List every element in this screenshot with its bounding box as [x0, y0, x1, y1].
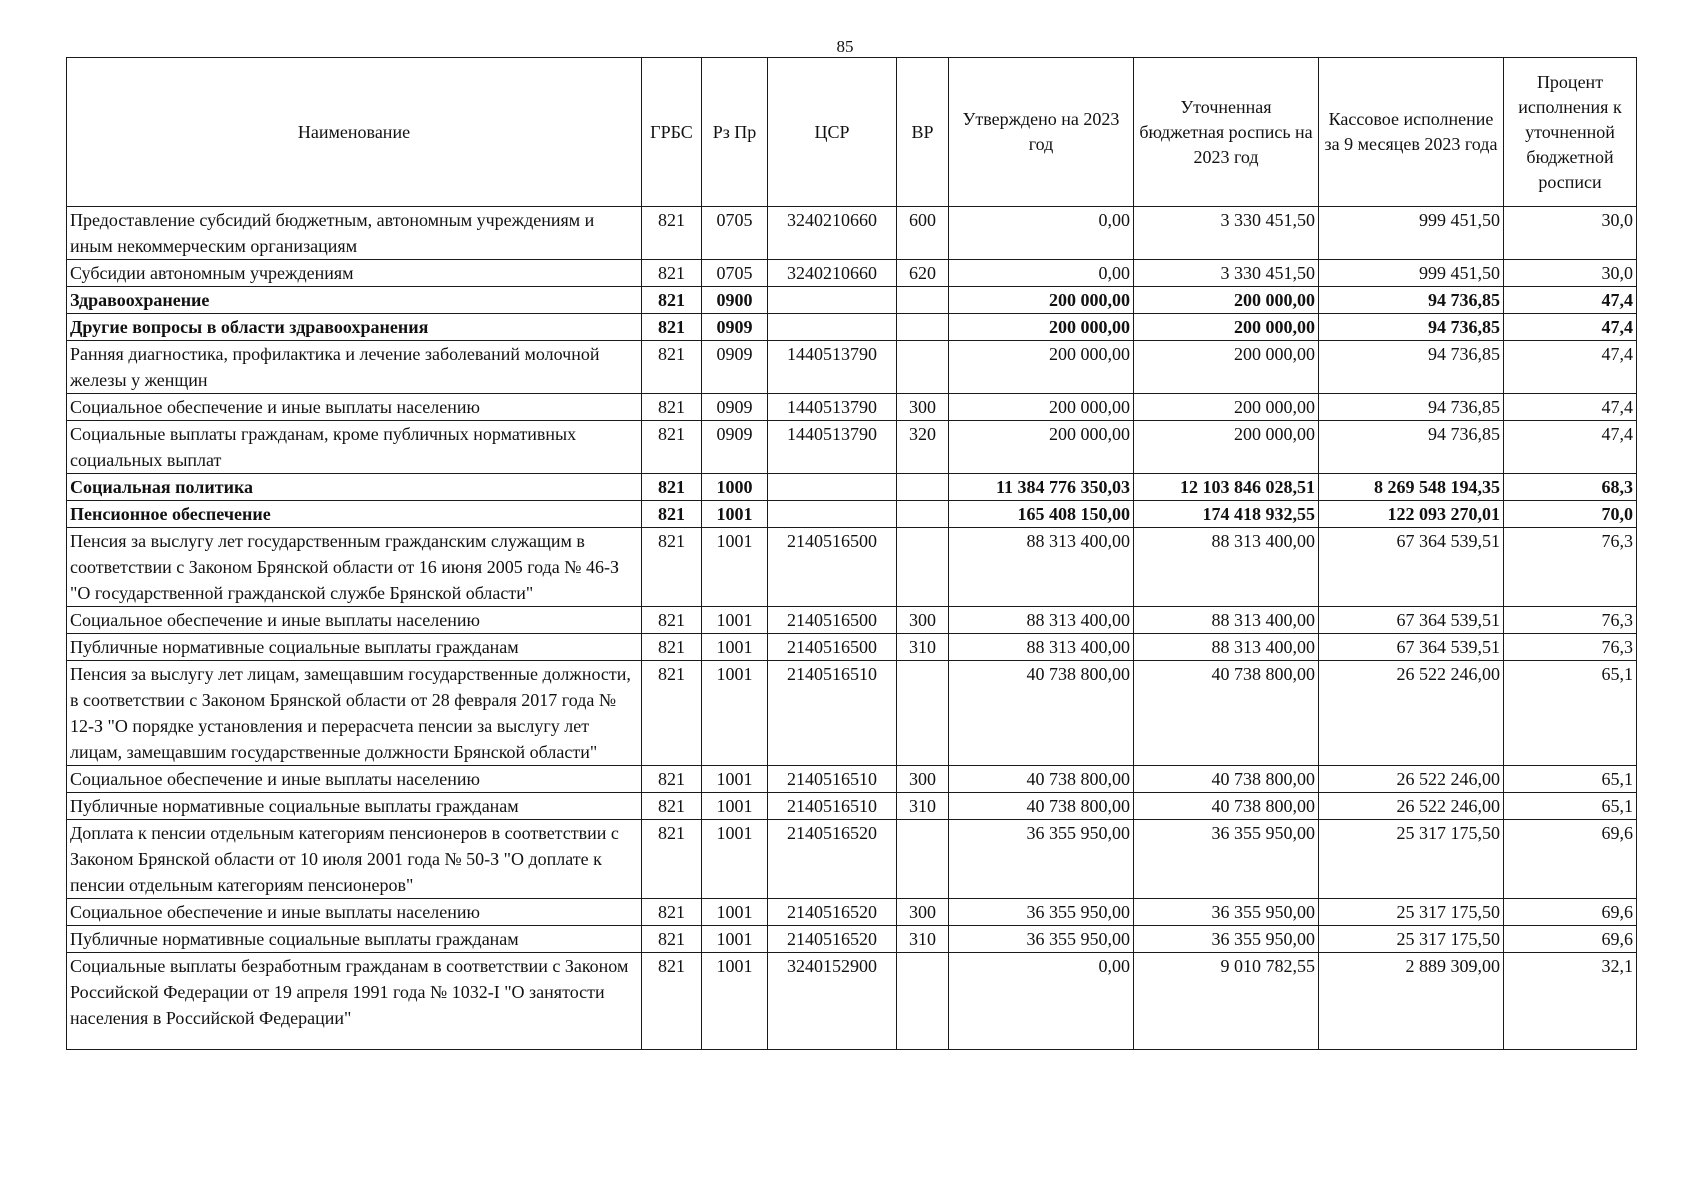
cell-specified: 88 313 400,00: [1134, 634, 1319, 661]
table-row: [67, 661, 1637, 766]
cell-grbs: 821: [642, 820, 702, 899]
cell-vr: [897, 953, 949, 1050]
cell-vr: [897, 528, 949, 607]
cell-approved: 200 000,00: [949, 421, 1134, 474]
cell-name: Социальное обеспечение и иные выплаты населению: [67, 766, 642, 793]
cell-percent: 47,4: [1504, 314, 1637, 341]
cell-csr: [768, 474, 897, 501]
cell-approved: 40 738 800,00: [949, 766, 1134, 793]
cell-csr: 3240152900: [768, 953, 897, 1050]
cell-csr: 2140516510: [768, 766, 897, 793]
cell-grbs: 821: [642, 766, 702, 793]
cell-percent: 32,1: [1504, 953, 1637, 1050]
table-row: [67, 926, 1637, 953]
cell-grbs: 821: [642, 528, 702, 607]
cell-csr: [768, 501, 897, 528]
cell-specified: 36 355 950,00: [1134, 899, 1319, 926]
cell-grbs: 821: [642, 926, 702, 953]
cell-csr: [768, 287, 897, 314]
cell-name: Другие вопросы в области здравоохранения: [67, 314, 642, 341]
cell-vr: 300: [897, 607, 949, 634]
header-rz-pr: Рз Пр: [702, 58, 768, 207]
table-row: [67, 207, 1637, 260]
cell-csr: 2140516520: [768, 899, 897, 926]
cell-approved: 0,00: [949, 207, 1134, 260]
cell-cash: 999 451,50: [1319, 207, 1504, 260]
cell-specified: 88 313 400,00: [1134, 528, 1319, 607]
cell-specified: 174 418 932,55: [1134, 501, 1319, 528]
cell-cash: 94 736,85: [1319, 394, 1504, 421]
cell-name: Предоставление субсидий бюджетным, автономным учреждениям и иным некоммерческим организациям: [67, 207, 642, 260]
table-row: [67, 314, 1637, 341]
header-specified: Уточненная бюджетная роспись на 2023 год: [1134, 58, 1319, 207]
cell-csr: 2140516510: [768, 793, 897, 820]
cell-percent: 65,1: [1504, 661, 1637, 766]
cell-name: Социальное обеспечение и иные выплаты населению: [67, 394, 642, 421]
cell-cash: 25 317 175,50: [1319, 926, 1504, 953]
cell-csr: 1440513790: [768, 341, 897, 394]
cell-specified: 200 000,00: [1134, 341, 1319, 394]
cell-rz-pr: 0909: [702, 421, 768, 474]
cell-cash: 94 736,85: [1319, 314, 1504, 341]
cell-cash: 94 736,85: [1319, 421, 1504, 474]
cell-approved: 40 738 800,00: [949, 793, 1134, 820]
cell-cash: 94 736,85: [1319, 341, 1504, 394]
table-row: [67, 341, 1637, 394]
cell-approved: 165 408 150,00: [949, 501, 1134, 528]
cell-rz-pr: 1001: [702, 607, 768, 634]
cell-rz-pr: 0900: [702, 287, 768, 314]
cell-vr: 300: [897, 394, 949, 421]
cell-percent: 70,0: [1504, 501, 1637, 528]
cell-approved: 88 313 400,00: [949, 528, 1134, 607]
cell-rz-pr: 0705: [702, 260, 768, 287]
cell-percent: 47,4: [1504, 421, 1637, 474]
cell-name: Субсидии автономным учреждениям: [67, 260, 642, 287]
header-grbs: ГРБС: [642, 58, 702, 207]
cell-percent: 76,3: [1504, 634, 1637, 661]
cell-name: Публичные нормативные социальные выплаты гражданам: [67, 634, 642, 661]
cell-cash: 25 317 175,50: [1319, 899, 1504, 926]
cell-percent: 65,1: [1504, 766, 1637, 793]
cell-cash: 26 522 246,00: [1319, 661, 1504, 766]
header-percent: Процент исполнения к уточненной бюджетной росписи: [1504, 58, 1637, 207]
cell-specified: 36 355 950,00: [1134, 926, 1319, 953]
cell-specified: 200 000,00: [1134, 287, 1319, 314]
cell-approved: 11 384 776 350,03: [949, 474, 1134, 501]
cell-grbs: 821: [642, 287, 702, 314]
table-body: [67, 207, 1637, 1050]
cell-name: Пенсия за выслугу лет государственным гражданским служащим в соответствии с Законом Брянской области от 16 июня 2005 года № 46-З "О государственной гражданской службе Брянской области": [67, 528, 642, 607]
cell-csr: 3240210660: [768, 260, 897, 287]
cell-rz-pr: 0909: [702, 341, 768, 394]
cell-rz-pr: 1001: [702, 766, 768, 793]
cell-rz-pr: 1001: [702, 528, 768, 607]
cell-rz-pr: 0909: [702, 314, 768, 341]
cell-vr: [897, 661, 949, 766]
cell-name: Социальная политика: [67, 474, 642, 501]
cell-rz-pr: 1001: [702, 899, 768, 926]
cell-vr: 600: [897, 207, 949, 260]
cell-percent: 69,6: [1504, 899, 1637, 926]
cell-vr: [897, 501, 949, 528]
cell-specified: 200 000,00: [1134, 314, 1319, 341]
cell-cash: 122 093 270,01: [1319, 501, 1504, 528]
cell-name: Пенсия за выслугу лет лицам, замещавшим государственные должности, в соответствии с Законом Брянской области от 28 февраля 2017 года № 12-З "О порядке установления и перерасчета пенсии за выслугу лет лицам, замещавшим государственные должности Брянской области": [67, 661, 642, 766]
cell-name: Социальное обеспечение и иные выплаты населению: [67, 607, 642, 634]
table-row: [67, 287, 1637, 314]
cell-percent: 30,0: [1504, 207, 1637, 260]
table-row: [67, 793, 1637, 820]
cell-cash: 67 364 539,51: [1319, 528, 1504, 607]
cell-vr: 310: [897, 793, 949, 820]
cell-approved: 200 000,00: [949, 287, 1134, 314]
cell-grbs: 821: [642, 899, 702, 926]
cell-specified: 3 330 451,50: [1134, 260, 1319, 287]
cell-csr: 2140516520: [768, 820, 897, 899]
cell-cash: 94 736,85: [1319, 287, 1504, 314]
cell-name: Публичные нормативные социальные выплаты гражданам: [67, 926, 642, 953]
cell-vr: 310: [897, 926, 949, 953]
cell-cash: 2 889 309,00: [1319, 953, 1504, 1050]
page-number: 85: [836, 37, 854, 56]
cell-approved: 0,00: [949, 953, 1134, 1050]
cell-approved: 36 355 950,00: [949, 926, 1134, 953]
cell-specified: 40 738 800,00: [1134, 793, 1319, 820]
cell-grbs: 821: [642, 314, 702, 341]
cell-vr: 300: [897, 899, 949, 926]
header-csr: ЦСР: [768, 58, 897, 207]
table-row: [67, 474, 1637, 501]
cell-grbs: 821: [642, 207, 702, 260]
cell-csr: 3240210660: [768, 207, 897, 260]
cell-approved: 200 000,00: [949, 394, 1134, 421]
cell-rz-pr: 1001: [702, 926, 768, 953]
table-row: [67, 766, 1637, 793]
cell-vr: [897, 820, 949, 899]
cell-name: Социальные выплаты безработным гражданам в соответствии с Законом Российской Федерации от 19 апреля 1991 года № 1032-I "О занятости населения в Российской Федерации": [67, 953, 642, 1050]
cell-specified: 88 313 400,00: [1134, 607, 1319, 634]
table-row: [67, 528, 1637, 607]
cell-name: Пенсионное обеспечение: [67, 501, 642, 528]
cell-percent: 69,6: [1504, 926, 1637, 953]
table-row: [67, 634, 1637, 661]
cell-percent: 30,0: [1504, 260, 1637, 287]
cell-rz-pr: 1001: [702, 820, 768, 899]
table-row: [67, 899, 1637, 926]
cell-csr: 2140516520: [768, 926, 897, 953]
cell-approved: 36 355 950,00: [949, 820, 1134, 899]
cell-grbs: 821: [642, 793, 702, 820]
cell-name: Публичные нормативные социальные выплаты гражданам: [67, 793, 642, 820]
cell-cash: 8 269 548 194,35: [1319, 474, 1504, 501]
cell-grbs: 821: [642, 607, 702, 634]
cell-vr: [897, 287, 949, 314]
header-vr: ВР: [897, 58, 949, 207]
cell-specified: 9 010 782,55: [1134, 953, 1319, 1050]
cell-grbs: 821: [642, 474, 702, 501]
cell-cash: 26 522 246,00: [1319, 793, 1504, 820]
cell-grbs: 821: [642, 341, 702, 394]
cell-percent: 76,3: [1504, 607, 1637, 634]
cell-vr: 300: [897, 766, 949, 793]
header-name: Наименование: [67, 58, 642, 207]
cell-name: Здравоохранение: [67, 287, 642, 314]
cell-rz-pr: 1001: [702, 661, 768, 766]
cell-percent: 47,4: [1504, 341, 1637, 394]
cell-name: Ранняя диагностика, профилактика и лечение заболеваний молочной железы у женщин: [67, 341, 642, 394]
cell-vr: [897, 314, 949, 341]
header-cash: Кассовое исполнение за 9 месяцев 2023 года: [1319, 58, 1504, 207]
table-row: [67, 607, 1637, 634]
cell-specified: 3 330 451,50: [1134, 207, 1319, 260]
table-row: [67, 953, 1637, 1050]
cell-vr: 310: [897, 634, 949, 661]
cell-grbs: 821: [642, 421, 702, 474]
cell-grbs: 821: [642, 394, 702, 421]
cell-specified: 40 738 800,00: [1134, 766, 1319, 793]
budget-execution-table: [66, 57, 1637, 1050]
cell-percent: 69,6: [1504, 820, 1637, 899]
cell-name: Социальные выплаты гражданам, кроме публичных нормативных социальных выплат: [67, 421, 642, 474]
cell-rz-pr: 1001: [702, 634, 768, 661]
cell-approved: 200 000,00: [949, 314, 1134, 341]
cell-specified: 36 355 950,00: [1134, 820, 1319, 899]
cell-grbs: 821: [642, 953, 702, 1050]
table-header-row: [67, 58, 1637, 207]
cell-rz-pr: 1000: [702, 474, 768, 501]
cell-cash: 67 364 539,51: [1319, 607, 1504, 634]
cell-name: Социальное обеспечение и иные выплаты населению: [67, 899, 642, 926]
cell-csr: 2140516500: [768, 607, 897, 634]
cell-grbs: 821: [642, 634, 702, 661]
table-row: [67, 501, 1637, 528]
cell-cash: 67 364 539,51: [1319, 634, 1504, 661]
cell-specified: 12 103 846 028,51: [1134, 474, 1319, 501]
cell-vr: 620: [897, 260, 949, 287]
cell-percent: 65,1: [1504, 793, 1637, 820]
cell-csr: 2140516510: [768, 661, 897, 766]
cell-approved: 40 738 800,00: [949, 661, 1134, 766]
cell-name: Доплата к пенсии отдельным категориям пенсионеров в соответствии с Законом Брянской области от 10 июля 2001 года № 50-З "О доплате к пенсии отдельным категориям пенсионеров": [67, 820, 642, 899]
cell-approved: 88 313 400,00: [949, 607, 1134, 634]
cell-cash: 26 522 246,00: [1319, 766, 1504, 793]
cell-csr: 1440513790: [768, 394, 897, 421]
cell-vr: [897, 474, 949, 501]
cell-percent: 47,4: [1504, 394, 1637, 421]
table-row: [67, 421, 1637, 474]
table-row: [67, 394, 1637, 421]
table-row: [67, 260, 1637, 287]
cell-csr: 1440513790: [768, 421, 897, 474]
cell-rz-pr: 0705: [702, 207, 768, 260]
cell-percent: 47,4: [1504, 287, 1637, 314]
header-approved: Утверждено на 2023 год: [949, 58, 1134, 207]
cell-cash: 25 317 175,50: [1319, 820, 1504, 899]
cell-csr: 2140516500: [768, 634, 897, 661]
cell-approved: 0,00: [949, 260, 1134, 287]
cell-percent: 76,3: [1504, 528, 1637, 607]
cell-rz-pr: 0909: [702, 394, 768, 421]
table-row: [67, 820, 1637, 899]
cell-csr: 2140516500: [768, 528, 897, 607]
cell-vr: 320: [897, 421, 949, 474]
cell-csr: [768, 314, 897, 341]
cell-grbs: 821: [642, 501, 702, 528]
cell-grbs: 821: [642, 260, 702, 287]
cell-grbs: 821: [642, 661, 702, 766]
cell-specified: 200 000,00: [1134, 421, 1319, 474]
cell-vr: [897, 341, 949, 394]
cell-rz-pr: 1001: [702, 501, 768, 528]
cell-rz-pr: 1001: [702, 953, 768, 1050]
cell-approved: 88 313 400,00: [949, 634, 1134, 661]
cell-rz-pr: 1001: [702, 793, 768, 820]
cell-specified: 40 738 800,00: [1134, 661, 1319, 766]
cell-approved: 200 000,00: [949, 341, 1134, 394]
cell-cash: 999 451,50: [1319, 260, 1504, 287]
cell-approved: 36 355 950,00: [949, 899, 1134, 926]
cell-specified: 200 000,00: [1134, 394, 1319, 421]
cell-percent: 68,3: [1504, 474, 1637, 501]
